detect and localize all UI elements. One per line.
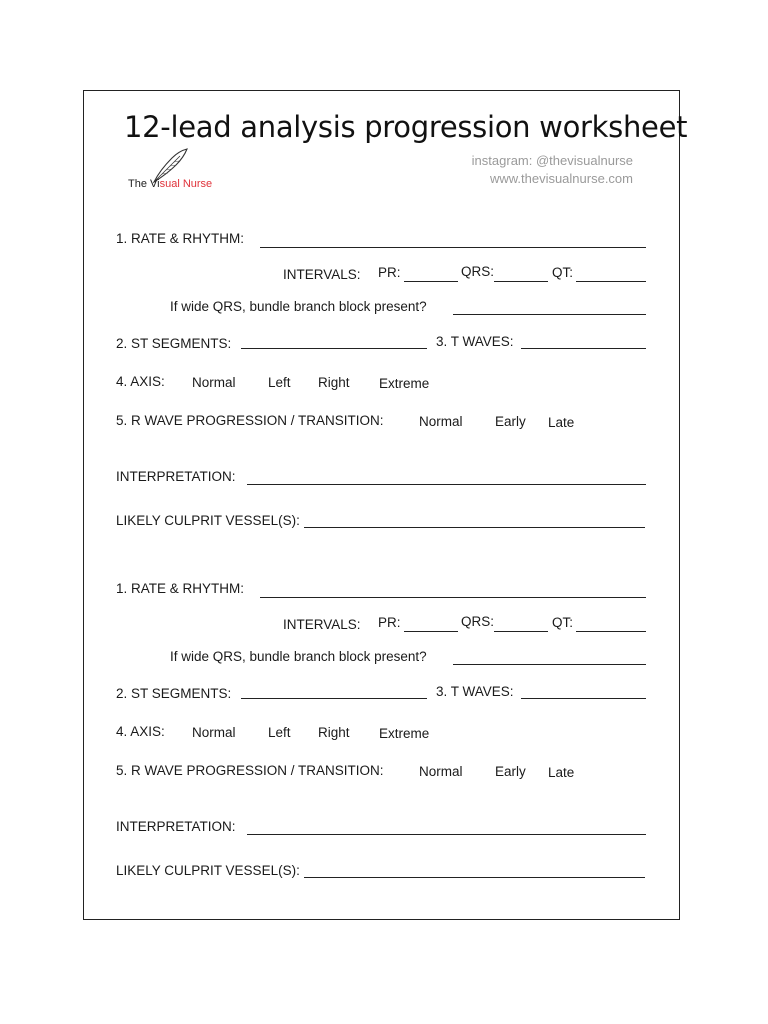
culprit-vessel-label: LIKELY CULPRIT VESSEL(S):: [116, 513, 300, 528]
logo-text-part1: The Vi: [128, 178, 160, 190]
bbb-label: If wide QRS, bundle branch block present?: [170, 299, 427, 314]
t-waves-label: 3. T WAVES:: [436, 334, 514, 349]
r-wave-option-3[interactable]: Late: [548, 415, 575, 430]
r-wave-label: 5. R WAVE PROGRESSION / TRANSITION:: [116, 413, 384, 428]
r-wave-option-1[interactable]: Normal: [419, 764, 463, 779]
website-url: www.thevisualnurse.com: [489, 171, 633, 186]
axis-option-2[interactable]: Left: [268, 725, 291, 740]
pr-field[interactable]: [404, 281, 458, 282]
interpretation-label: INTERPRETATION:: [116, 819, 236, 834]
qrs-label: QRS:: [461, 264, 495, 279]
logo-wordmark: [128, 178, 212, 190]
st-segments-label: 2. ST SEGMENTS:: [116, 686, 232, 701]
t-waves-field[interactable]: [521, 698, 646, 699]
qt-label: QT:: [552, 265, 574, 280]
axis-label: 4. AXIS:: [116, 374, 165, 389]
interpretation-field[interactable]: [247, 834, 646, 835]
instagram-handle: instagram: @thevisualnurse: [471, 153, 633, 168]
page-title: 12-lead analysis progression worksheet: [124, 110, 688, 144]
r-wave-option-1[interactable]: Normal: [419, 414, 463, 429]
pr-label: PR:: [378, 265, 401, 280]
r-wave-label: 5. R WAVE PROGRESSION / TRANSITION:: [116, 763, 384, 778]
pr-field[interactable]: [404, 631, 458, 632]
axis-option-1[interactable]: Normal: [192, 375, 236, 390]
qrs-label: QRS:: [461, 614, 495, 629]
worksheet-border: [83, 90, 680, 920]
axis-option-2[interactable]: Left: [268, 375, 291, 390]
r-wave-option-3[interactable]: Late: [548, 765, 575, 780]
rate-rhythm-label: 1. RATE & RHYTHM:: [116, 581, 245, 596]
interpretation-label: INTERPRETATION:: [116, 469, 236, 484]
axis-option-3[interactable]: Right: [318, 375, 350, 390]
t-waves-label: 3. T WAVES:: [436, 684, 514, 699]
rate-rhythm-label: 1. RATE & RHYTHM:: [116, 231, 245, 246]
qrs-field[interactable]: [494, 631, 548, 632]
logo-text-part2: sual Nurse: [159, 178, 213, 190]
qt-field[interactable]: [576, 281, 646, 282]
st-segments-label: 2. ST SEGMENTS:: [116, 336, 232, 351]
st-segments-field[interactable]: [241, 698, 427, 699]
axis-option-4[interactable]: Extreme: [379, 376, 430, 391]
bbb-label: If wide QRS, bundle branch block present?: [170, 649, 427, 664]
r-wave-option-2[interactable]: Early: [495, 414, 526, 429]
rate-rhythm-field[interactable]: [260, 597, 646, 598]
axis-option-3[interactable]: Right: [318, 725, 350, 740]
bbb-field[interactable]: [453, 314, 646, 315]
qt-field[interactable]: [576, 631, 646, 632]
axis-option-1[interactable]: Normal: [192, 725, 236, 740]
axis-option-4[interactable]: Extreme: [379, 726, 430, 741]
st-segments-field[interactable]: [241, 348, 427, 349]
t-waves-field[interactable]: [521, 348, 646, 349]
culprit-vessel-field[interactable]: [304, 877, 645, 878]
rate-rhythm-field[interactable]: [260, 247, 646, 248]
qt-label: QT:: [552, 615, 574, 630]
culprit-vessel-field[interactable]: [304, 527, 645, 528]
qrs-field[interactable]: [494, 281, 548, 282]
pr-label: PR:: [378, 615, 401, 630]
axis-label: 4. AXIS:: [116, 724, 165, 739]
culprit-vessel-label: LIKELY CULPRIT VESSEL(S):: [116, 863, 300, 878]
intervals-label: INTERVALS:: [283, 617, 361, 632]
intervals-label: INTERVALS:: [283, 267, 361, 282]
bbb-field[interactable]: [453, 664, 646, 665]
r-wave-option-2[interactable]: Early: [495, 764, 526, 779]
interpretation-field[interactable]: [247, 484, 646, 485]
